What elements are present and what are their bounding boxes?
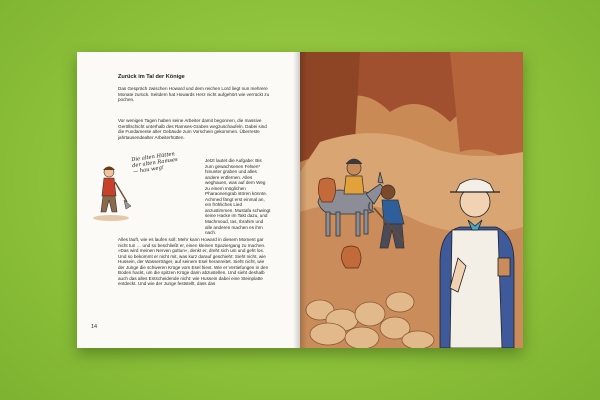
- page-number: 14: [91, 324, 98, 330]
- book-gutter: [293, 52, 307, 348]
- paragraph-1: Das Gespräch zwischen Howard und dem reichen Lord liegt nun mehrere Monate zurück. Seitdem hat Howards Herz nicht aufgehört wie verrückt zu pochen.: [118, 86, 270, 103]
- right-page-illustration: [300, 52, 523, 348]
- paragraph-3: Jetzt lautet die Aufgabe: Bis zum gewachsenen Felsen* hinunter graben und alles andere entfernen. Alles weghauen, was auf dem Weg zu einem möglichen Pharaonengrab stören könnte. Achmed fängt erst einmal an, ein fröhliches Lied anzustimmen. Mustafa schwingt seine Hacke im Takt dazu, und Machmoud, Ias, Ibrahim und alle anderen machen es ihm nach.: [205, 158, 271, 236]
- paragraph-2: Vor wenigen Tagen haben seine Arbeiter damit begonnen, die massive Geröllschicht unterhalb des Ramses-Grabes wegzuschaufeln. Dabei sind die Fundamente alter Gebäude zum Vorschein gekommen. Überreste jahrtausendealter Arbeiterhütten.: [118, 118, 267, 140]
- chapter-heading: Zurück im Tal der Könige: [118, 74, 185, 80]
- handwritten-note: Die alten Hütten der alten Ramses — hau weg!: [130, 151, 179, 176]
- paragraph-4: Alles läuft, wie es laufen soll. Mehr kann Howard in diesem Moment gar nicht tun … und so beschließt er, einen kleinen Spaziergang zu machen. »Das wird meinen Nerven guttun«, denkt er, dreht sich um und geht los. Und so bekommt er nicht mit, was kurz darauf geschieht: Sieht nicht, wie Hussein, der Wasserträger, auf seinem Esel heranreitet. Sieht nicht, wie der Junge die schweren Krüge vom Esel hievt. Wie er Vertiefungen in den Boden hackt, um die spitzen Krüge darin abzustellen. Und sieht deshalb auch das alles Entscheidende nicht: wie Hussein dabei eine Steinplatte entdeckt. Und wie der Junge feststellt, dass das: [118, 237, 269, 287]
- left-page: [77, 52, 300, 348]
- excavation-illustration: [300, 52, 523, 348]
- boy-with-shovel-sketch: [89, 162, 135, 226]
- open-book: [77, 52, 523, 348]
